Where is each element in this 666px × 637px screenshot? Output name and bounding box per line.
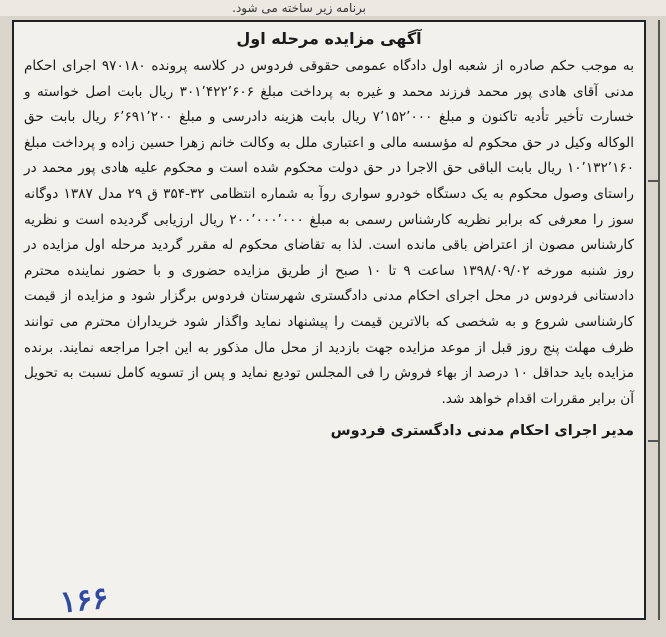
page-edge-rule xyxy=(658,20,660,620)
handwritten-stamp-number: ۱۶۶ xyxy=(58,580,110,621)
notice-title: آگهی مزایده مرحله اول xyxy=(236,29,422,48)
auction-notice xyxy=(12,20,646,620)
notice-body: به موجب حکم صادره از شعبه اول دادگاه عمومی حقوقی فردوس در کلاسه پرونده ۹۷۰۱۸۰ اجرای احکام مدنی آقای هادی پور محمد فرزند محمد و غیره به پرداخت مبلغ ۳۰۱٬۴۲۲٬۶۰۶ ریال بابت اصل خواسته و خسارت تأخیر تأدیه تاکنون و مبلغ ۷٬۱۵۲٬۰۰۰ ریال بابت هزینه دادرسی و مبلغ ۶٬۶۹۱٬۲۰۰ ریال بابت حق الوکاله وکیل در حق محکوم له مؤسسه مالی و اعتباری ملل به وکالت خانم زهرا حسین زاده و پرداخت مبلغ ۱۰٬۱۳۲٬۱۶۰ ریال بابت الباقی حق الاجرا در حق دولت محکوم شده است و محکوم علیه هادی پور محمد در راستای وصول محکوم به یک دستگاه خودرو سواری روآ به شماره انتظامی ۳۲-۳۵۴ ق ۲۹ مدل ۱۳۸۷ دوگانه سوز را معرفی که برابر نظریه کارشناس رسمی به مبلغ ۲۰۰٬۰۰۰٬۰۰۰ ریال ارزیابی گردیده است و نظریه کارشناس مصون از اعتراض باقی مانده است. لذا به تقاضای محکوم له مقرر گردید مرحله اول مزایده در روز شنبه مورخه ۱۳۹۸/۰۹/۰۲ ساعت ۹ تا ۱۰ صبح از طریق مزایده حضوری و با حضور نماینده محترم دادستانی فردوس در محل اجرای احکام مدنی دادگستری شهرستان فردوس برگزار شود و مزایده از قیمت کارشناسی شروع و به شخصی که بالاترین قیمت را پیشنهاد نماید واگذار شود خریداران محترم می توانند ظرف مهلت پنج روز قبل از موعد مزایده جهت بازدید از محل مال مذکور به این اجرا مراجعه نمایند. برنده مزایده باید حداقل ۱۰ درصد از بهاء فروش را فی المجلس تودیع نماید و پس از تسویه کامل نسبت به تحویل آن برابر مقررات اقدام خواهد شد. xyxy=(24,58,634,407)
cropped-header-text: برنامه زیر ساخته می شود. xyxy=(0,0,666,16)
rule-tick xyxy=(648,440,660,442)
notice-signature: مدیر اجرای احکام مدنی دادگستری فردوس xyxy=(330,423,634,440)
rule-tick xyxy=(648,180,660,182)
